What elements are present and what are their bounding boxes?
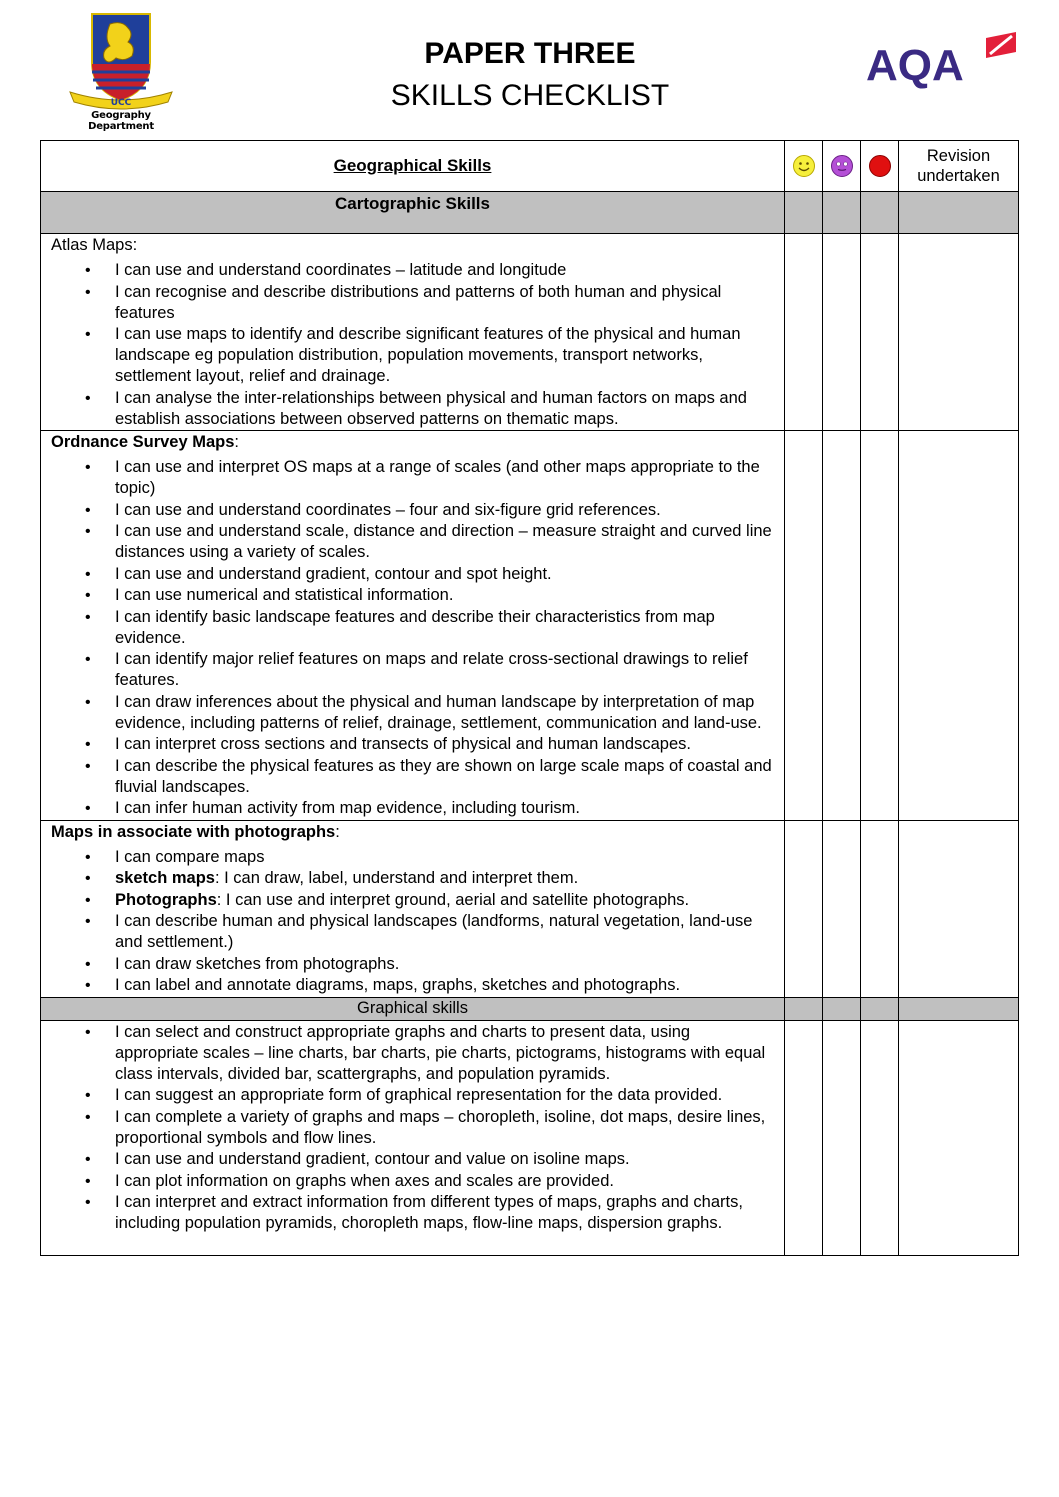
graphical-skills-cell [41,1020,785,1255]
os-maps-cell [41,431,785,821]
empty-cell [785,997,823,1020]
page-title [300,34,760,116]
atlas-maps-list [51,260,776,430]
neutral-check-cell[interactable] [823,1020,861,1255]
list-item: • I can use and understand gradient, contour and spot height. [115,564,776,585]
smiley-check-cell[interactable] [785,820,823,997]
revision-header-cell [899,141,1019,192]
neutral-check-cell[interactable] [823,820,861,997]
list-item: • I can use and understand coordinates – four and six-figure grid references. [115,500,776,521]
table-row-maps-photographs [41,820,1019,997]
red-header-cell [861,141,899,192]
red-check-cell[interactable] [861,431,899,821]
revision-header-line2: undertaken [917,167,1000,185]
neutral-header-cell [823,141,861,192]
section-title-graphical: Graphical skills [41,997,785,1020]
section-row-graphical [41,997,1019,1020]
os-maps-list [51,457,776,819]
aqa-logo-text: AQA [866,41,964,90]
atlas-maps-cell [41,234,785,431]
list-item: • I can draw sketches from photographs. [115,954,776,975]
neutral-check-cell[interactable] [823,431,861,821]
school-caption: Geography Department [88,110,154,132]
table-header-row [41,141,1019,192]
list-item: • I can compare maps [115,847,776,868]
list-item: • I can use numerical and statistical information. [115,585,776,606]
list-item: • I can describe the physical features as they are shown on large scale maps of coastal and fluvial landscapes. [115,756,776,798]
section-row-cartographic [41,192,1019,234]
smiley-check-cell[interactable] [785,431,823,821]
list-item: • I can complete a variety of graphs and maps – choropleth, isoline, dot maps, desire lines, proportional symbols and flow lines. [115,1107,776,1149]
empty-cell [899,192,1019,234]
empty-cell [823,192,861,234]
empty-cell [823,997,861,1020]
graphical-skills-list [51,1022,776,1235]
list-item: • I can use maps to identify and describe significant features of the physical and human landscape eg population distribution, population movements, transport networks, settlement layout, relief and drainage. [115,324,776,387]
maps-photographs-heading: Maps in associate with photographs: [51,822,340,841]
list-item: • I can draw inferences about the physical and human landscape by interpretation of map evidence, including patterns of relief, drainage, settlement, communication and land-use. [115,692,776,734]
list-item: • I can interpret and extract information from different types of maps, graphs and charts, including population pyramids, choropleth maps, flow-line maps, dispersion graphs. [115,1192,776,1234]
list-item: • I can use and understand scale, distance and direction – measure straight and curved line distances using a variety of scales. [115,521,776,563]
aqa-logo [866,30,1022,90]
skills-header-cell [41,141,785,192]
empty-cell [861,997,899,1020]
red-check-cell[interactable] [861,1020,899,1255]
empty-cell [785,192,823,234]
smiley-header-cell [785,141,823,192]
list-item: • I can identify basic landscape features and describe their characteristics from map evidence. [115,607,776,649]
title-line-2: SKILLS CHECKLIST [390,79,670,112]
maps-photographs-cell [41,820,785,997]
title-line-1: PAPER THREE [424,37,636,70]
list-item: • I can use and interpret OS maps at a range of scales (and other maps appropriate to the topic) [115,457,776,499]
revision-cell[interactable] [899,1020,1019,1255]
list-item: • Photographs: I can use and interpret ground, aerial and satellite photographs. [115,890,776,911]
smiley-check-cell[interactable] [785,234,823,431]
empty-cell [899,997,1019,1020]
school-crest-logo [62,12,180,132]
list-item: • I can label and annotate diagrams, maps, graphs, sketches and photographs. [115,975,776,996]
section-title-cartographic: Cartographic Skills [41,192,785,234]
skills-header-label: Geographical Skills [333,156,492,175]
revision-cell[interactable] [899,234,1019,431]
os-maps-heading: Ordnance Survey Maps: [51,433,239,451]
list-item: • I can infer human activity from map evidence, including tourism. [115,798,776,819]
smiley-check-cell[interactable] [785,1020,823,1255]
table-row-graphical-skills [41,1020,1019,1255]
list-item: • sketch maps: I can draw, label, understand and interpret them. [115,868,776,889]
table-row-atlas-maps [41,234,1019,431]
svg-text:UCC: UCC [110,98,132,108]
red-check-cell[interactable] [861,820,899,997]
skills-checklist-table [40,140,1019,1256]
empty-cell [861,192,899,234]
red-circle-icon [868,154,892,178]
list-item: • I can suggest an appropriate form of graphical representation for the data provided. [115,1085,776,1106]
maps-photographs-list [51,847,776,997]
list-item: • I can analyse the inter-relationships between physical and human factors on maps and establish associations between observed patterns on thematic maps. [115,388,776,430]
list-item: • I can recognise and describe distributions and patterns of both human and physical features [115,282,776,324]
list-item: • I can use and understand gradient, contour and value on isoline maps. [115,1149,776,1170]
atlas-maps-heading: Atlas Maps: [51,236,138,254]
table-row-os-maps [41,431,1019,821]
list-item: • I can describe human and physical landscapes (landforms, natural vegetation, land-use and settlement.) [115,911,776,953]
list-item: • I can plot information on graphs when axes and scales are provided. [115,1171,776,1192]
revision-cell[interactable] [899,431,1019,821]
red-check-cell[interactable] [861,234,899,431]
purple-face-icon [830,154,854,178]
list-item: • I can select and construct appropriate graphs and charts to present data, using appropriate scales – line charts, bar charts, pie charts, pictograms, histograms with equal class intervals, divided bar, scattergraphs, and population pyramids. [115,1022,776,1085]
list-item: • I can use and understand coordinates – latitude and longitude [115,260,776,281]
revision-cell[interactable] [899,820,1019,997]
crest-icon [62,12,180,112]
revision-header-line1: Revision [926,147,991,165]
list-item: • I can interpret cross sections and transects of physical and human landscapes. [115,734,776,755]
neutral-check-cell[interactable] [823,234,861,431]
list-item: • I can identify major relief features on maps and relate cross-sectional drawings to relief features. [115,649,776,691]
yellow-smiley-icon [792,154,816,178]
